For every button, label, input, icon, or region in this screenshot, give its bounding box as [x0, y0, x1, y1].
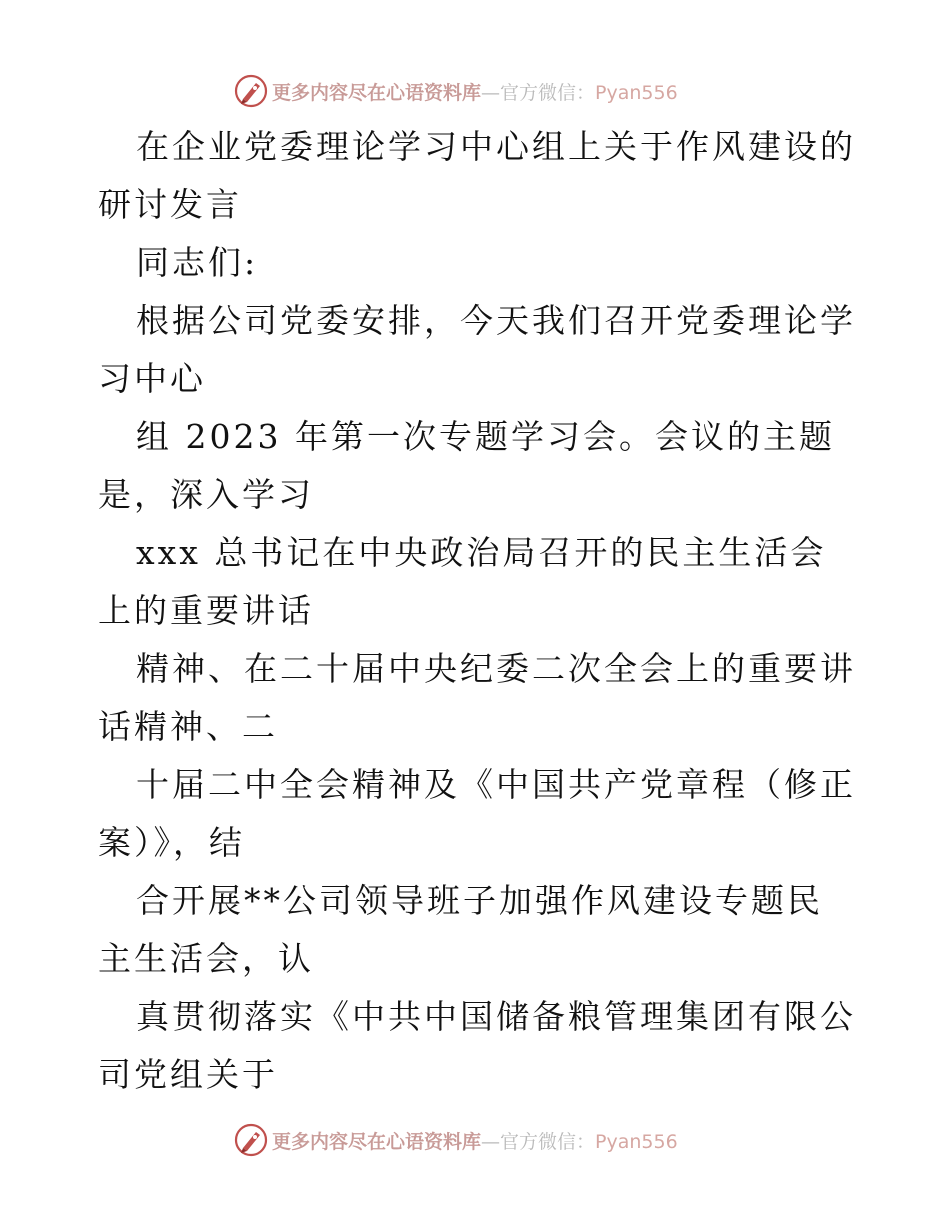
watermark-main-text: 更多内容尽在心语资料库 [272, 81, 482, 104]
paragraph-line: 组 2023 年第一次专题学习会。会议的主题是，深入学习 [98, 417, 835, 514]
salutation: 同志们: [136, 243, 259, 282]
paragraph-line: xxx 总书记在中央政治局召开的民主生活会上的重要讲话 [98, 533, 827, 630]
watermark-dash: — [481, 81, 501, 104]
pen-logo-icon [234, 1123, 268, 1157]
watermark-official-label: 官方微信： [500, 1130, 596, 1153]
watermark-main-text: 更多内容尽在心语资料库 [272, 1130, 482, 1153]
watermark-text [272, 1127, 678, 1154]
footer-watermark [234, 1121, 678, 1159]
paragraph-line: 精神、在二十届中央纪委二次全会上的重要讲话精神、二 [98, 649, 856, 746]
watermark-official-label: 官方微信： [500, 81, 596, 104]
watermark-wechat-id: Pyan556 [595, 1130, 678, 1153]
paragraph-line: 合开展**公司领导班子加强作风建设专题民主生活会，认 [98, 881, 823, 978]
header-watermark [234, 72, 678, 110]
pen-logo-icon [234, 74, 268, 108]
document-body [98, 118, 858, 1104]
watermark-dash: — [481, 1130, 501, 1153]
paragraph-line: 根据公司党委安排，今天我们召开党委理论学习中心 [98, 301, 856, 398]
watermark-wechat-id: Pyan556 [595, 81, 678, 104]
paragraph-line: 十届二中全会精神及《中国共产党章程（修正案）》，结 [98, 765, 856, 862]
watermark-text [272, 78, 678, 105]
document-title: 在企业党委理论学习中心组上关于作风建设的研讨发言 [98, 127, 856, 224]
paragraph-line: 真贯彻落实《中共中国储备粮管理集团有限公司党组关于 [98, 997, 856, 1094]
